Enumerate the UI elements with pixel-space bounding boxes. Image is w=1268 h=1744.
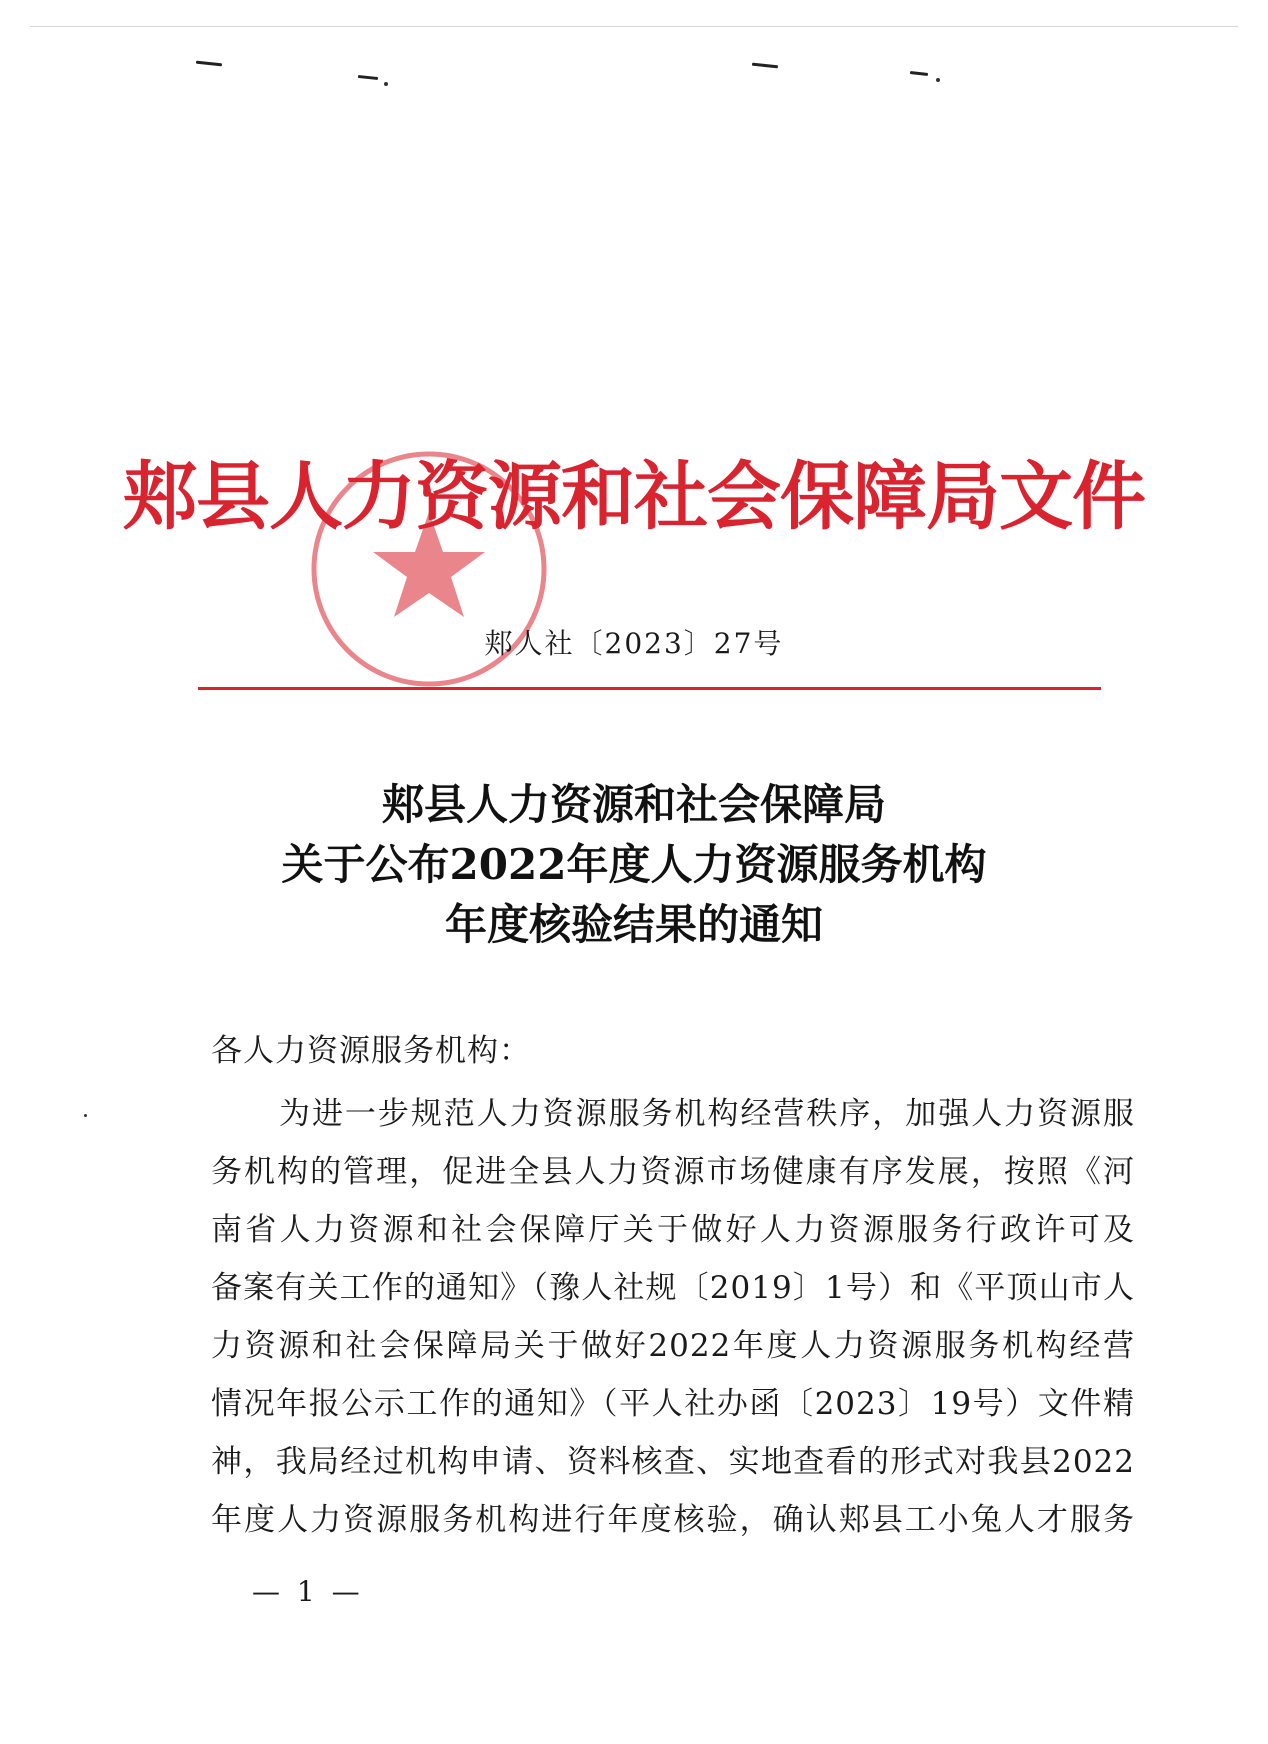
- notice-title-line: 年度核验结果的通知: [444, 900, 823, 949]
- salutation: 各人力资源服务机构：: [211, 1033, 531, 1069]
- scan-edge-line: [30, 26, 1238, 27]
- red-divider-line: [198, 687, 1101, 690]
- body-paragraph: [211, 1085, 1135, 1549]
- body-line: 务机构的管理，促进全县人力资源市场健康有序发展，按照《河: [211, 1154, 1135, 1190]
- scan-mark: [752, 63, 778, 69]
- scan-mark: [910, 71, 928, 76]
- scan-mark: [358, 75, 378, 80]
- body-line: 情况年报公示工作的通知》（平人社办函〔2023〕19号）文件精: [211, 1386, 1135, 1422]
- body-line: 为进一步规范人力资源服务机构经营秩序，加强人力资源服: [279, 1096, 1135, 1132]
- body-line: 年度人力资源服务机构进行年度核验，确认郏县工小兔人才服务: [211, 1502, 1135, 1538]
- notice-title-line: 关于公布2022年度人力资源服务机构: [281, 840, 987, 889]
- body-line: 备案有关工作的通知》（豫人社规〔2019〕1号）和《平顶山市人: [211, 1270, 1135, 1306]
- scan-dot: [384, 82, 388, 86]
- body-line: 神，我局经过机构申请、资料核查、实地查看的形式对我县2022: [211, 1444, 1135, 1480]
- document-number: 郏人社〔2023〕27号: [484, 627, 784, 660]
- notice-title-line: 郏县人力资源和社会保障局: [381, 780, 886, 829]
- body-line: 力资源和社会保障局关于做好2022年度人力资源服务机构经营: [211, 1328, 1135, 1364]
- issuing-authority-header: 郏县人力资源和社会保障局文件: [123, 454, 1145, 540]
- page-number: — 1 —: [252, 1575, 364, 1608]
- notice-title: [0, 775, 1268, 955]
- scan-dot: [936, 78, 940, 82]
- scan-dot: [84, 1114, 87, 1117]
- body-line: 南省人力资源和社会保障厅关于做好人力资源服务行政许可及: [211, 1212, 1135, 1248]
- scan-mark: [196, 61, 222, 67]
